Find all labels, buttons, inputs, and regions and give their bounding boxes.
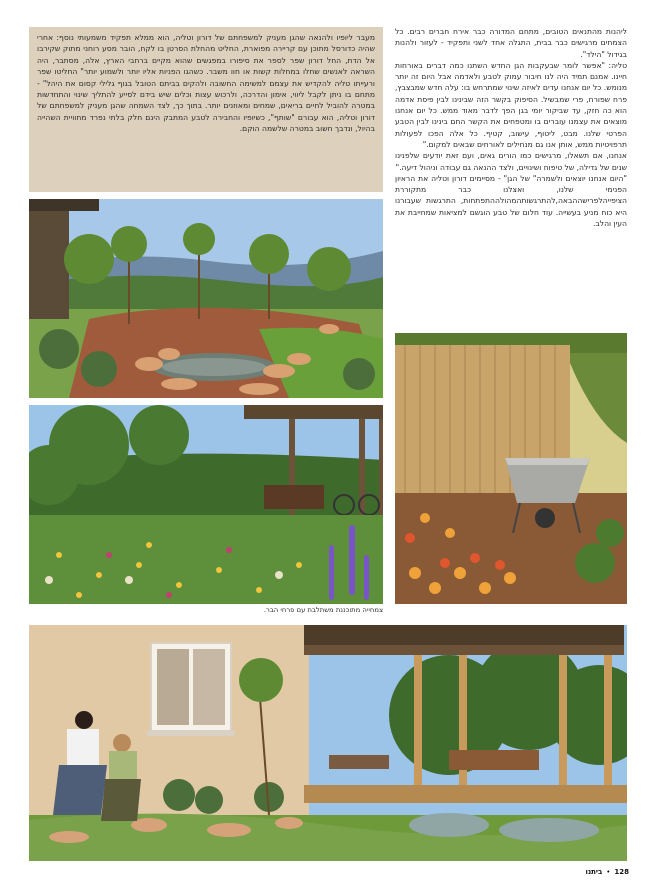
house-people-image (29, 625, 627, 861)
page-footer (586, 868, 629, 876)
footer-separator: • (606, 868, 611, 876)
article-paragraph-3: אנחנו, אם תשאלו, מרגישים כמו הורים גאים, ועם זאת יודעים שלפנינו שנים של גדילה, של טיפוח ושינויים, ולצד ההנאה גם עבודה וניהול דיעה." (395, 151, 627, 172)
highlight-text-box (29, 27, 383, 192)
pond-garden-image (29, 199, 383, 398)
photo-caption: צמחייה מתוכננת משתלבת עם פרחי הבר. (263, 606, 383, 614)
article-paragraph-1: ליהנות מהתנאים הטובים, מתחם המדורה כבר אירח חברים רבים. כל הצמחים מרגישים כבר בבית, התגלה אחד לשני ותפקיד - לעזור ולהנות בגידול "הילד". (395, 27, 627, 59)
page-number: 128 (614, 868, 629, 876)
pergola-wildflowers-image (29, 405, 383, 604)
wheelbarrow-flowers-photo (395, 333, 627, 604)
article-paragraph-4: "היום אנחנו יוצאים ולשמרה" של הגן" - מסיימים דורון וטליה את הראיון הפנימי שלנו, ואצלנו כבר מתקוררת הציפייהלפרישההבאה,להתרגשותהמהולההתפתחות, התרגשות שעבורנו היא כוח מניע בעשייה. עוד חלום של טבע הוגשם למציאות שמחייבת את העין והלב. (395, 173, 627, 229)
article-text-column (395, 26, 627, 229)
pergola-bench-photo (29, 405, 383, 604)
highlight-text: מעבר ליופיו ולהנאה שהגן מעניק למשפחתם של דורון וטליה, הוא ממלא תפקיד משמעותי נוסף: אחרי שהיה כדורסל מתוכן עם קריירה מפוארת, החליט מהחלת הסרטן בו לקח, הובר מסע רוחני מתוק שקירבו אל הדת, החל דורון שפר לספר את סיפורו במפגשים שהוא מקיים ברחבי הארץ, אלה, מסתבר, היה השראה לאנשים שחלו במחלות קשות או חוו משבר. כשהגו הפניות אליו יותר ולשמוע יותר" החליטו שפר ורעייתו טליה להקדיש את עצמם למשימה החשובה ולהקים בביתם הטובל בגוף גלילי קסום את היהל" - מתחם בו ניתן לקבל ליווי, אימון והדרכה, ולרכוש עצות וכלים שיש בידם לסייע להתליך שינוי והתחדשות במטרה להוביל לחיים בריאים, שמחים ומאוזנים יותר. בתוך כך, לצד השמחה שהגן מעניק למשפחתם של דורון וטליה, הוא עבורם "שותף", כשיופיו והחבירה לטבע המתבק הינם חלק בלתי נפרד מחוויית השהייה בהיול, ונדבך חשוב במטרה שלשמה הוקם. (37, 33, 375, 134)
garden-pond-photo (29, 199, 383, 398)
house-garden-women-photo (29, 625, 627, 861)
wheelbarrow-image (395, 333, 627, 604)
article-paragraph-2: טליה: "אפשר לומר שבעקבות הגן החדש השתנו כמה דברים באורחות חיינו. אמנם תמיד היה לנו חיבור עמוק לטבע ולאדמה אבל היום זה יותר מנומש. כל יום אנחנו עדים לאיזה שינוי שמתרחש בו: עלה חדש שמבצבץ, פרח שפורח, פרי שמבשיל. הסיפוק בקשר הזה שבינינו לבין פיסת אדמה הוא כה חזק, עד שביקור יומי בגן הפך לדבר מאוד ממש. כל יום אנחנו מוצאים את עצמנו עוברים בו ומטפחים את הקשר החם בינינו לבין הטבע הפרטי שלנו. מבט, ליטוף, עישוב, קטיף. כל אלה הפכו לפעולות תרפויטיות ממש, אותן אנו גם מנחילים לאורחים שבאים למקום." (395, 60, 627, 149)
magazine-brand: ביתנו (585, 868, 603, 876)
